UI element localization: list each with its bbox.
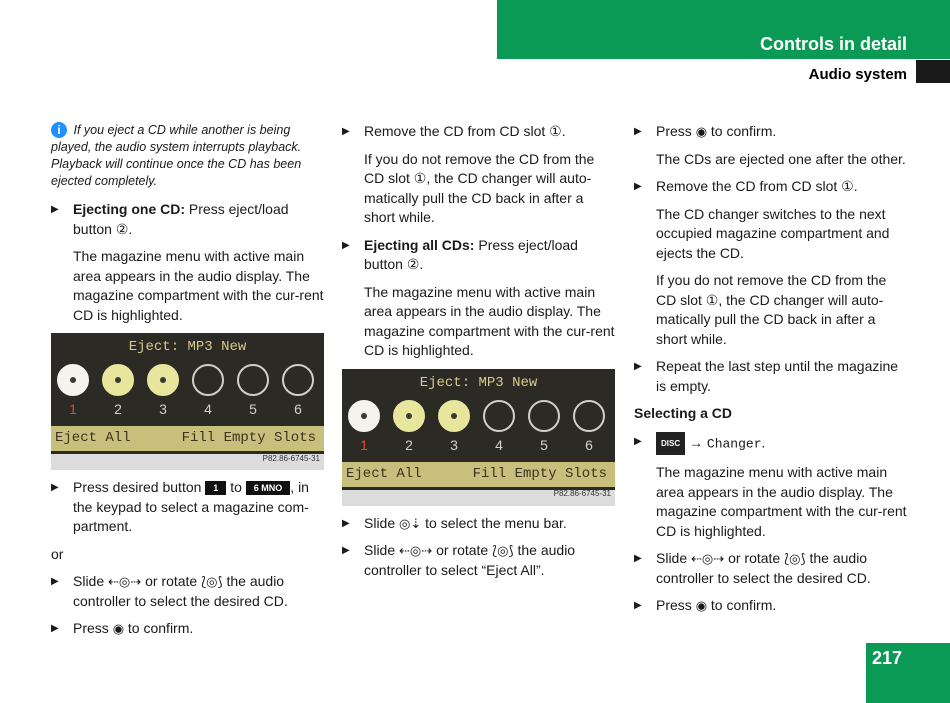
switches-desc: The CD changer switches to the next occupied magazine compartment and ejects the CD. xyxy=(656,205,890,261)
slot-number: 6 xyxy=(585,436,593,453)
text: to xyxy=(230,479,242,495)
text: the audio controller to select the desired CD. xyxy=(73,573,288,609)
column-1 xyxy=(51,122,326,647)
slot-number: 4 xyxy=(204,401,212,417)
subsection-marker xyxy=(916,60,950,83)
disc-slots xyxy=(348,400,612,438)
key-1-icon: 1 xyxy=(205,481,226,495)
text: to confirm. xyxy=(127,620,194,636)
text: Slide xyxy=(656,550,688,566)
info-icon: i xyxy=(51,122,67,138)
step-remove-cd: ▶ Remove the CD from CD slot ①. xyxy=(634,177,910,197)
image-code: P82.86-6745-31 xyxy=(553,489,611,498)
text: Press xyxy=(656,597,692,613)
audio-display-image xyxy=(51,333,324,470)
text: Slide xyxy=(364,542,396,558)
text: Press xyxy=(73,620,109,636)
rotate-icon: ⟅◎⟆ xyxy=(201,574,223,589)
text: or rotate xyxy=(145,573,198,589)
disc-slot-3 xyxy=(438,400,470,432)
slot-number: 2 xyxy=(405,436,413,453)
step-press-button xyxy=(51,478,326,537)
step-press-confirm xyxy=(51,619,326,639)
display-title: Eject: MP3 New xyxy=(128,339,247,355)
step-repeat: ▶ Repeat the last step until the magazine is empty. xyxy=(634,357,910,396)
text: Slide xyxy=(364,514,396,531)
display-menu-bar xyxy=(51,426,324,451)
slot-number: 3 xyxy=(450,436,458,453)
fill-empty-slots-option: Fill Empty Slots xyxy=(472,465,607,482)
step-disc-changer xyxy=(634,432,910,456)
rotate-icon: ⟅◎⟆ xyxy=(492,543,514,558)
text: Slide xyxy=(73,573,105,589)
slot-number: 1 xyxy=(360,436,368,453)
slot-number: 1 xyxy=(69,401,77,417)
disc-key-icon: DISC xyxy=(656,432,685,456)
eject-one-desc: The magazine menu with active main area appears in the audio display. The magazine compartment with the cur-rent CD is highlighted. xyxy=(73,248,324,323)
step-select-eject-all xyxy=(342,541,616,580)
eject-one-label: Ejecting one CD: xyxy=(73,201,186,217)
step-slide-menu-bar xyxy=(342,514,616,534)
text: Press desired button xyxy=(73,479,202,495)
disc-slot-5 xyxy=(237,364,269,396)
step-eject-all xyxy=(342,236,616,275)
step-remove-cd: ▶ Remove the CD from CD slot ①. xyxy=(342,122,616,142)
arrow: → xyxy=(689,433,704,450)
press-icon: ◉ xyxy=(112,621,125,636)
press-icon: ◉ xyxy=(695,124,708,139)
display-menu-bar xyxy=(342,462,615,487)
page-number: 217 xyxy=(872,648,903,668)
disc-slot-1 xyxy=(57,364,89,396)
slide-left-right-icon: ⇠◎⇢ xyxy=(108,574,142,589)
step-press-confirm xyxy=(634,122,910,142)
text: Press xyxy=(656,123,692,139)
info-note xyxy=(51,122,326,190)
audio-display-image xyxy=(342,369,615,506)
eject-all-option: Eject All xyxy=(346,465,422,482)
column-2 xyxy=(342,122,616,588)
text: to confirm. xyxy=(710,597,777,613)
disc-slot-5 xyxy=(528,400,560,432)
ejected-desc: The CDs are ejected one after the other. xyxy=(656,150,906,167)
disc-slot-4 xyxy=(483,400,515,432)
selecting-cd-heading: Selecting a CD xyxy=(634,405,733,421)
step-eject-one xyxy=(51,200,326,239)
display-title: Eject: MP3 New xyxy=(419,374,538,391)
slot-number: 6 xyxy=(294,401,302,417)
text: the audio controller to select “Eject All”. xyxy=(364,542,576,578)
disc-slot-6 xyxy=(573,400,605,432)
fill-empty-slots-option: Fill Empty Slots xyxy=(181,430,316,446)
slide-down-icon: ◎⇣ xyxy=(399,515,422,531)
disc-slots xyxy=(57,364,321,402)
eject-one-text: Press eject/load button ②. xyxy=(73,201,289,237)
text: to confirm. xyxy=(710,123,777,139)
step-press-confirm-2 xyxy=(634,596,910,616)
disc-slot-4 xyxy=(192,364,224,396)
text: . xyxy=(761,433,766,450)
image-code: P82.86-6745-31 xyxy=(262,453,320,463)
slot-number: 5 xyxy=(540,436,548,453)
step-select-cd xyxy=(634,549,910,588)
text: the audio controller to select the desired CD. xyxy=(656,550,871,586)
column-3 xyxy=(634,122,910,624)
slot-number: 3 xyxy=(159,401,167,417)
disc-slot-1 xyxy=(348,400,380,432)
eject-all-desc: The magazine menu with active main area appears in the audio display. The magazine compartment with the cur-rent CD is highlighted. xyxy=(364,283,615,358)
key-6-icon: 6 MNO xyxy=(246,481,291,495)
changer-menu-item: Changer xyxy=(706,435,762,451)
text: to select the menu bar. xyxy=(425,514,567,531)
disc-slot-6 xyxy=(282,364,314,396)
slide-left-right-icon: ⇠◎⇢ xyxy=(399,543,433,558)
disc-slot-3 xyxy=(147,364,179,396)
remove-desc: If you do not remove the CD from the CD slot ①, the CD changer will auto-matically pull the CD back in after a short while. xyxy=(656,272,887,347)
text: or rotate xyxy=(728,550,781,566)
page-section-title: Controls in detail xyxy=(759,34,907,54)
disc-slot-2 xyxy=(393,400,425,432)
slot-number: 2 xyxy=(114,401,122,417)
eject-all-label: Ejecting all CDs: xyxy=(364,236,475,253)
text: , in the keypad to select a magazine com-partment. xyxy=(73,479,309,534)
text: or rotate xyxy=(436,542,489,558)
remove-desc: If you do not remove the CD from the CD slot ①, the CD changer will auto-matically pull the CD back in after a short while. xyxy=(364,150,595,225)
press-icon: ◉ xyxy=(695,598,708,613)
page-subsection-title: Audio system xyxy=(808,66,907,83)
rotate-icon: ⟅◎⟆ xyxy=(784,551,806,566)
step-slide xyxy=(51,572,326,611)
eject-all-option: Eject All xyxy=(55,430,131,446)
or-text: or xyxy=(51,545,64,562)
info-text: If you eject a CD while another is being played, the audio system interrupts playback. Playback will continue once the CD has been ejected completely. xyxy=(51,123,302,188)
slot-number: 5 xyxy=(249,401,257,417)
disc-slot-2 xyxy=(102,364,134,396)
eject-all-text: Press eject/load button ②. xyxy=(364,236,578,272)
magazine-desc: The magazine menu with active main area appears in the audio display. The magazine compartment with the cur-rent CD is highlighted. xyxy=(656,464,907,539)
slide-left-right-icon: ⇠◎⇢ xyxy=(691,551,725,566)
slot-number: 4 xyxy=(495,436,503,453)
